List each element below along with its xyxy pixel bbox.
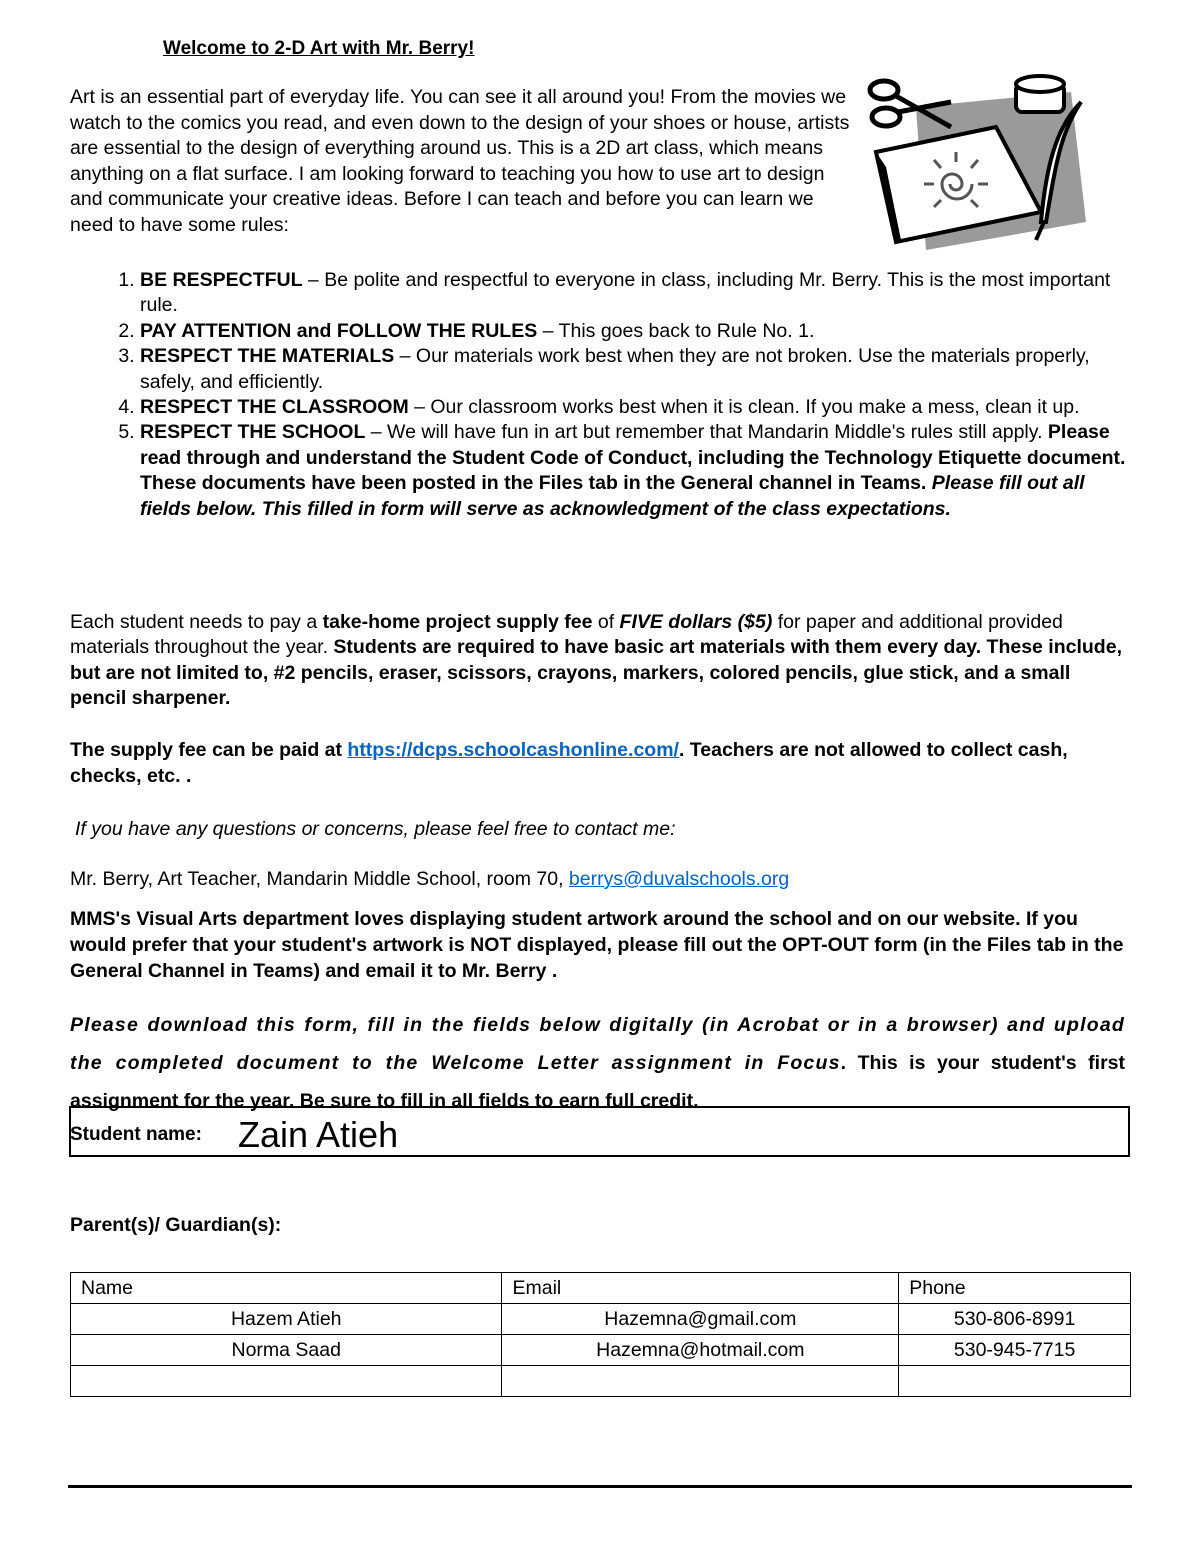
- table-row: [71, 1335, 1131, 1366]
- student-name-value[interactable]: Zain Atieh: [238, 1114, 399, 1155]
- rule-text: – This goes back to Rule No. 1.: [537, 319, 815, 342]
- rule-item: [140, 420, 1140, 522]
- rule-bold-italic-text: Please fill out all fields below. This filled in form will serve as acknowledgment of the class expectations.: [140, 472, 1085, 520]
- fee-text: of: [592, 611, 620, 633]
- questions-text: If you have any questions or concerns, please feel free to contact me:: [75, 818, 676, 840]
- guardian-phone-cell[interactable]: [899, 1366, 1131, 1397]
- supply-fee-paragraph: [70, 610, 1130, 712]
- column-header: Phone: [899, 1273, 1131, 1304]
- guardian-name-cell[interactable]: Hazem Atieh: [71, 1304, 502, 1335]
- art-supplies-icon: [856, 72, 1088, 254]
- rule-item: [140, 268, 1140, 319]
- guardians-label: Parent(s)/ Guardian(s):: [70, 1214, 282, 1236]
- contact-text: Mr. Berry, Art Teacher, Mandarin Middle School, room 70,: [70, 868, 569, 890]
- materials-list: Students are required to have basic art materials with them every day. These include, but are not limited to, #2 pencils, eraser, scissors, crayons, markers, colored pencils, glue stick, and a small pencil sharpener.: [70, 636, 1122, 710]
- bottom-divider: [68, 1485, 1132, 1488]
- payment-paragraph: [70, 737, 1130, 789]
- download-instructions: [70, 1006, 1125, 1120]
- guardian-email-cell[interactable]: Hazemna@gmail.com: [502, 1304, 899, 1335]
- guardian-email-cell[interactable]: [502, 1366, 899, 1397]
- payment-link[interactable]: https://dcps.schoolcashonline.com/: [347, 739, 679, 761]
- rules-list: [70, 268, 1140, 522]
- guardian-phone-cell[interactable]: 530-806-8991: [899, 1304, 1131, 1335]
- rule-title: BE RESPECTFUL: [140, 269, 303, 291]
- column-header: Email: [502, 1273, 899, 1304]
- rule-text: – We will have fun in art but remember that Mandarin Middle's rules still apply.: [365, 421, 1048, 444]
- table-row: [71, 1366, 1131, 1397]
- student-name-field[interactable]: [69, 1106, 1130, 1157]
- rule-text: – Our materials work best when they are not broken. Use the materials properly, safely, and efficiently.: [140, 345, 1090, 393]
- rule-item: [140, 395, 1140, 420]
- table-header-row: [71, 1273, 1131, 1304]
- rule-text: – Be polite and respectful to everyone in class, including Mr. Berry. This is the most important rule.: [140, 269, 1111, 317]
- contact-line: [70, 868, 789, 891]
- fee-text: for paper and additional provided materials throughout the year.: [70, 611, 1063, 659]
- fee-text: Each student needs to pay a: [70, 611, 323, 633]
- intro-paragraph: [70, 85, 850, 239]
- rule-title: RESPECT THE SCHOOL: [140, 421, 366, 444]
- page-title: Welcome to 2-D Art with Mr. Berry!: [163, 38, 475, 59]
- table-row: [71, 1304, 1131, 1335]
- email-link[interactable]: berrys@duvalschools.org: [568, 868, 790, 890]
- rule-title: RESPECT THE MATERIALS: [140, 345, 395, 368]
- opt-out-notice: MMS's Visual Arts department loves displaying student artwork around the school and on our website. If you would prefer that your student's artwork is NOT displayed, please fill out the OPT-OUT form (in the Files tab in the General Channel in Teams) and email it to Mr. Berry .: [70, 908, 1124, 982]
- guardian-name-cell[interactable]: Norma Saad: [71, 1335, 502, 1366]
- download-italic: Please download this form, fill in the fields below digitally (in Acrobat or in a browser) and upload the completed document to the Welcome Letter assignment in Focus: [70, 1014, 1125, 1074]
- guardians-table: [70, 1272, 1131, 1397]
- fee-bold: take-home project supply fee: [322, 611, 593, 633]
- download-rest: . This is your student's first assignment for the year. Be sure to fill in all fields to earn full credit.: [70, 1052, 1126, 1112]
- guardian-email-cell[interactable]: Hazemna@hotmail.com: [502, 1335, 899, 1366]
- rule-text: – Our classroom works best when it is clean. If you make a mess, clean it up.: [408, 396, 1080, 419]
- rule-bold-text: Please read through and understand the Student Code of Conduct, including the Technology Etiquette document. These documents have been posted in the Files tab in the General channel in Teams.: [140, 421, 1126, 495]
- intro-text: Art is an essential part of everyday life. You can see it all around you! From the movies we watch to the comics you read, and even down to the design of your shoes or house, artists are essential to the design of everything around us. This is a 2D art class, which means anything on a flat surface. I am looking forward to teaching you how to use art to design and communicate your creative ideas. Before I can teach and before you can learn we need to have some rules:: [70, 86, 850, 236]
- column-header: Name: [71, 1273, 502, 1304]
- student-name-label: Student name:: [70, 1124, 202, 1145]
- guardian-name-cell[interactable]: [71, 1366, 502, 1397]
- payment-suffix: . Teachers are not allowed to collect cash, checks, etc. .: [70, 739, 1068, 787]
- rule-title: PAY ATTENTION and FOLLOW THE RULES: [140, 319, 538, 342]
- rule-item: [140, 319, 1140, 344]
- fee-amount: FIVE dollars ($5): [619, 611, 773, 633]
- rule-item: [140, 344, 1140, 395]
- rule-title: RESPECT THE CLASSROOM: [140, 396, 409, 419]
- guardian-phone-cell[interactable]: 530-945-7715: [899, 1335, 1131, 1366]
- payment-prefix: The supply fee can be paid at: [70, 739, 348, 761]
